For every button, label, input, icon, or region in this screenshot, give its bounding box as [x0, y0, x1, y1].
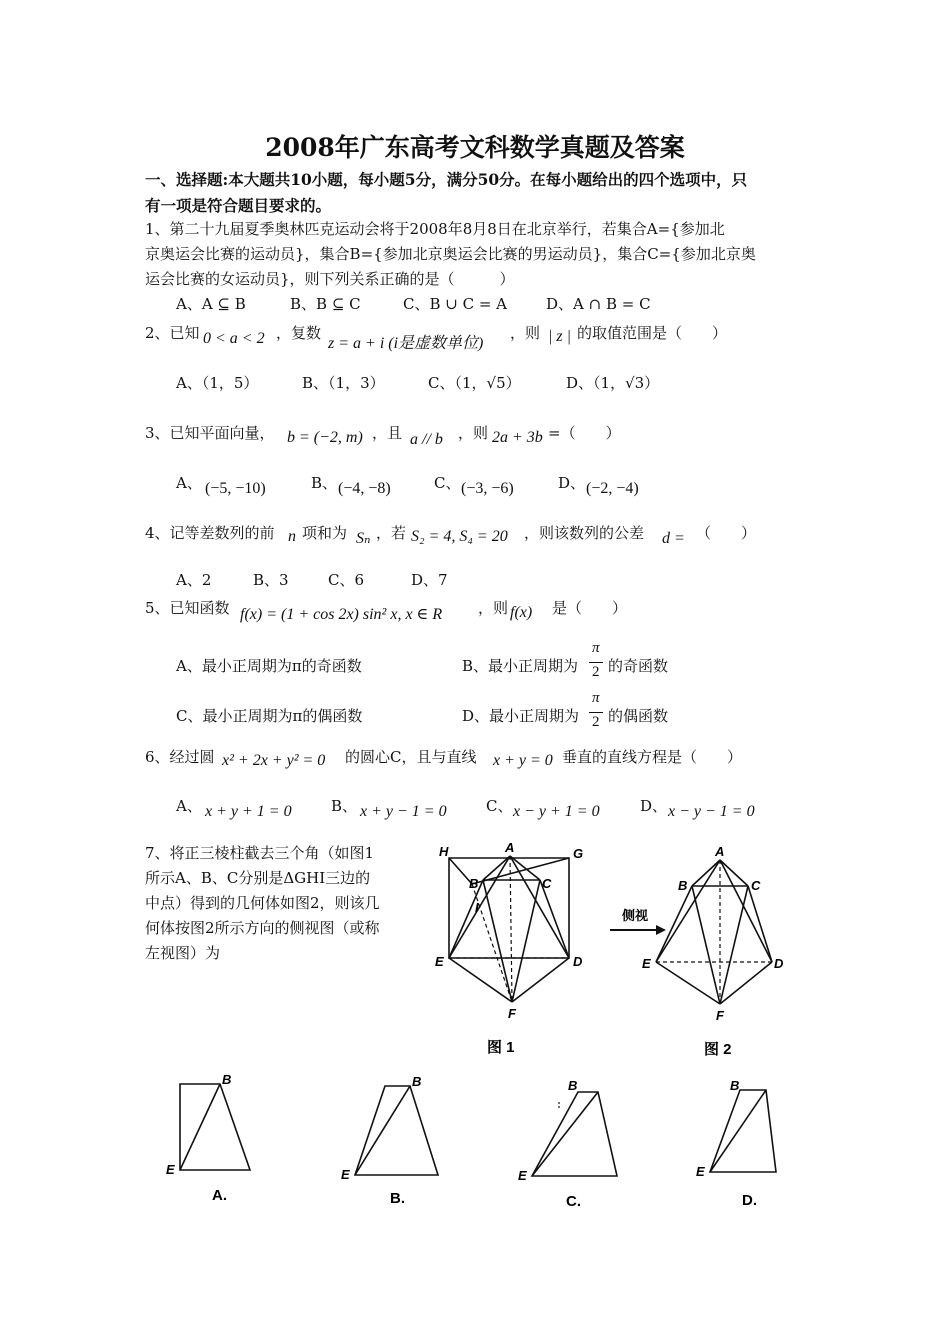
- answer-c-diagonal: [532, 1092, 598, 1176]
- q2-choice-b: B、（1，3）: [302, 374, 385, 392]
- fig2-label-d: D: [774, 956, 784, 971]
- answer-c-label-e: E: [518, 1168, 527, 1183]
- q5-math-fx: f(x): [510, 604, 533, 621]
- q1-choice-b: B、B ⊆ C: [290, 295, 361, 313]
- fig2-label-e: E: [642, 956, 651, 971]
- q7-line5: 左视图）为: [145, 944, 221, 962]
- q4-prefix: 4、记等差数列的前: [145, 524, 275, 542]
- fig1-label-a: A: [505, 840, 515, 855]
- q5-math-function: f(x) = (1 + cos 2x) sin² x, x ∈ R: [240, 606, 443, 623]
- q3-choice-c-label: C、: [434, 474, 461, 492]
- answer-b-caption: B.: [390, 1190, 405, 1207]
- q5-choice-d-frac-den: 2: [592, 714, 600, 730]
- q5-choice-b-post: 的奇函数: [608, 657, 669, 675]
- answer-d-label-e: E: [696, 1164, 705, 1179]
- fig1-label-i: I: [475, 900, 479, 915]
- fig1-label-b: B: [469, 876, 479, 891]
- q2-math-range: 0 < a < 2: [203, 330, 265, 347]
- q3-choice-c-value: (−3, −6): [461, 480, 514, 497]
- figure-2-diagram: [610, 838, 795, 1060]
- answer-b-label-e: E: [341, 1167, 350, 1182]
- q5-choice-b-pre: B、最小正周期为: [462, 657, 579, 675]
- fig2-edge-ef: [656, 962, 720, 1004]
- q7-line1: 7、将正三棱柱截去三个角（如图1: [145, 844, 375, 862]
- figure-1-diagram: [425, 838, 600, 1060]
- q4-mid: 项和为: [302, 524, 348, 542]
- q6-choice-c-label: C、: [486, 797, 513, 815]
- fig2-edge-cd: [748, 886, 772, 962]
- section-header-line1: 一、选择题:本大题共10小题，每小题5分，满分50分。在每小题给出的四个选项中，只: [145, 170, 748, 189]
- answer-d-outline: [710, 1090, 776, 1172]
- q6-choice-c-value: x − y + 1 = 0: [513, 803, 600, 820]
- q1-choice-c: C、B ∪ C = A: [403, 295, 508, 313]
- fig2-label-a: A: [715, 844, 725, 859]
- answer-a-caption: A.: [212, 1187, 227, 1204]
- q4-mid2: ，若: [376, 524, 407, 542]
- q5-prefix: 5、已知函数: [145, 599, 230, 617]
- q3-suffix: =（ ）: [548, 424, 621, 442]
- q7-answer-c-figure: [510, 1072, 635, 1212]
- side-view-label: 侧视: [622, 908, 649, 923]
- fig1-edge-ac: [510, 856, 540, 880]
- answer-d-label-b: B: [730, 1078, 740, 1093]
- answer-b-diagonal: [355, 1086, 410, 1175]
- q5-choice-d-post: 的偶函数: [608, 707, 669, 725]
- q4-choice-d: D、7: [411, 571, 448, 589]
- q4-math-n: n: [288, 528, 296, 545]
- answer-c-label-b: B: [568, 1078, 578, 1093]
- q7-answer-d-figure: [690, 1070, 795, 1215]
- answer-d-diagonal: [710, 1090, 766, 1172]
- fig1-edge-be: [449, 880, 483, 958]
- q4-choice-c: C、6: [328, 571, 365, 589]
- q5-mid: ，则: [478, 599, 509, 617]
- fig1-edge-cd: [540, 880, 569, 958]
- q6-mid: 的圆心C，且与直线: [345, 748, 477, 766]
- q7-line3: 中点）得到的几何体如图2，则该几: [145, 894, 380, 912]
- q3-choice-d-label: D、: [558, 474, 586, 492]
- answer-b-label-b: B: [412, 1074, 422, 1089]
- q5-suffix: 是（ ）: [552, 599, 628, 617]
- q4-mid3: ，则该数列的公差: [524, 524, 645, 542]
- fig1-edge-ab: [483, 856, 510, 880]
- q3-math-expr: 2a + 3b: [492, 429, 543, 446]
- q3-mid2: ，则: [458, 424, 489, 442]
- q2-mid: ，复数: [276, 324, 322, 342]
- q2-choice-d: D、（1，√3）: [566, 374, 660, 392]
- q4-math-sums: S₂ = 4, S₄ = 20: [411, 528, 508, 545]
- q2-math-modulus: | z |: [548, 328, 572, 345]
- q4-choice-a: A、2: [176, 571, 212, 589]
- q5-choice-b-frac-den: 2: [592, 664, 600, 680]
- fig1-caption: 图 1: [487, 1039, 515, 1056]
- q7-answer-b-figure: [335, 1070, 450, 1215]
- answer-a-label-e: E: [166, 1162, 175, 1177]
- fig1-edge-bf: [483, 880, 512, 1002]
- q6-choice-b-label: B、: [331, 797, 358, 815]
- answer-c-outline: [532, 1092, 617, 1176]
- fig1-label-h: H: [439, 844, 449, 859]
- q3-math-parallel: a // b: [410, 431, 443, 448]
- fig1-label-d: D: [573, 954, 583, 969]
- fig2-edge-bf: [692, 886, 720, 1004]
- fig1-label-f: F: [508, 1006, 516, 1021]
- q3-math-b: b = (−2, m): [287, 429, 363, 446]
- q7-answer-a-figure: [160, 1070, 270, 1210]
- q6-choice-d-label: D、: [640, 797, 668, 815]
- q3-prefix: 3、已知平面向量，: [145, 424, 275, 442]
- q1-line1: 1、第二十九届夏季奥林匹克运动会将于2008年8月8日在北京举行，若集合A={参加北: [145, 220, 725, 238]
- q3-mid: ，且: [372, 424, 403, 442]
- q3-choice-a-label: A、: [176, 474, 202, 492]
- q6-prefix: 6、经过圆: [145, 748, 215, 766]
- q2-prefix: 2、已知: [145, 324, 200, 342]
- fig2-edge-be: [656, 886, 692, 962]
- q1-choice-a: A、A ⊆ B: [176, 295, 246, 313]
- q3-choice-b-value: (−4, −8): [338, 480, 391, 497]
- fig1-edge-ad: [510, 856, 569, 958]
- q6-choice-a-label: A、: [176, 797, 202, 815]
- q2-choice-c: C、（1，√5）: [428, 374, 521, 392]
- q4-suffix: （ ）: [696, 524, 757, 542]
- q5-choice-d-pre: D、最小正周期为: [462, 707, 580, 725]
- q2-choice-a: A、（1，5）: [176, 374, 259, 392]
- answer-a-label-b: B: [222, 1072, 232, 1087]
- q6-choice-b-value: x + y − 1 = 0: [360, 803, 447, 820]
- q6-math-circle: x² + 2x + y² = 0: [222, 752, 326, 769]
- answer-d-caption: D.: [742, 1192, 757, 1209]
- answer-a-outline: [180, 1084, 250, 1170]
- fig2-edge-ac: [720, 860, 748, 886]
- section-header-line2: 有一项是符合题目要求的。: [145, 196, 332, 215]
- q5-choice-b-frac-bar: [589, 662, 603, 663]
- fig2-edge-ad: [720, 860, 772, 962]
- fig2-label-c: C: [751, 878, 761, 893]
- q4-math-sn: Sₙ: [356, 530, 371, 547]
- answer-a-diagonal: [180, 1084, 220, 1170]
- q2-math-complex: z = a + i (i是虚数单位): [328, 335, 484, 352]
- page-title: 2008年广东高考文科数学真题及答案: [265, 133, 685, 162]
- q6-math-line: x + y = 0: [493, 752, 553, 769]
- q6-suffix: 垂直的直线方程是（ ）: [562, 748, 743, 766]
- fig1-label-e: E: [435, 954, 444, 969]
- q4-math-d: d =: [662, 530, 685, 547]
- q5-choice-c: C、最小正周期为π的偶函数: [176, 707, 363, 725]
- q1-line3: 运会比赛的女运动员}，则下列关系正确的是（ ）: [145, 270, 515, 288]
- fig1-label-c: C: [542, 876, 552, 891]
- fig2-label-f: F: [716, 1008, 724, 1023]
- q5-choice-a: A、最小正周期为π的奇函数: [176, 657, 362, 675]
- q6-choice-a-value: x + y + 1 = 0: [205, 803, 292, 820]
- q1-choice-d: D、A ∩ B = C: [546, 295, 651, 313]
- q2-suffix: 的取值范围是（ ）: [577, 324, 728, 342]
- fig2-caption: 图 2: [704, 1041, 732, 1058]
- answer-b-outline: [355, 1086, 438, 1175]
- fig1-hidden-af: [510, 856, 512, 1002]
- q6-choice-d-value: x − y − 1 = 0: [668, 803, 755, 820]
- q5-choice-d-frac-num: π: [592, 690, 600, 706]
- q7-line2: 所示A、B、C分别是ΔGHI三边的: [145, 869, 371, 887]
- q7-line4: 何体按图2所示方向的侧视图（或称: [145, 919, 380, 937]
- fig2-edge-ae: [656, 860, 720, 962]
- q3-choice-b-label: B、: [311, 474, 338, 492]
- q3-choice-d-value: (−2, −4): [586, 480, 639, 497]
- q3-choice-a-value: (−5, −10): [205, 480, 266, 497]
- q1-line2: 京奥运会比赛的运动员}，集合B={参加北京奥运会比赛的男运动员}，集合C={参加北京奥: [145, 245, 756, 263]
- fig2-edge-cf: [720, 886, 748, 1004]
- q2-mid2: ，则: [510, 324, 541, 342]
- fig1-label-g: G: [573, 846, 584, 861]
- q5-choice-b-frac-num: π: [592, 640, 600, 656]
- side-view-arrow: [610, 925, 666, 935]
- q5-choice-d-frac-bar: [589, 712, 603, 713]
- answer-c-caption: C.: [566, 1193, 581, 1210]
- q4-choice-b: B、3: [253, 571, 289, 589]
- fig2-label-b: B: [678, 878, 688, 893]
